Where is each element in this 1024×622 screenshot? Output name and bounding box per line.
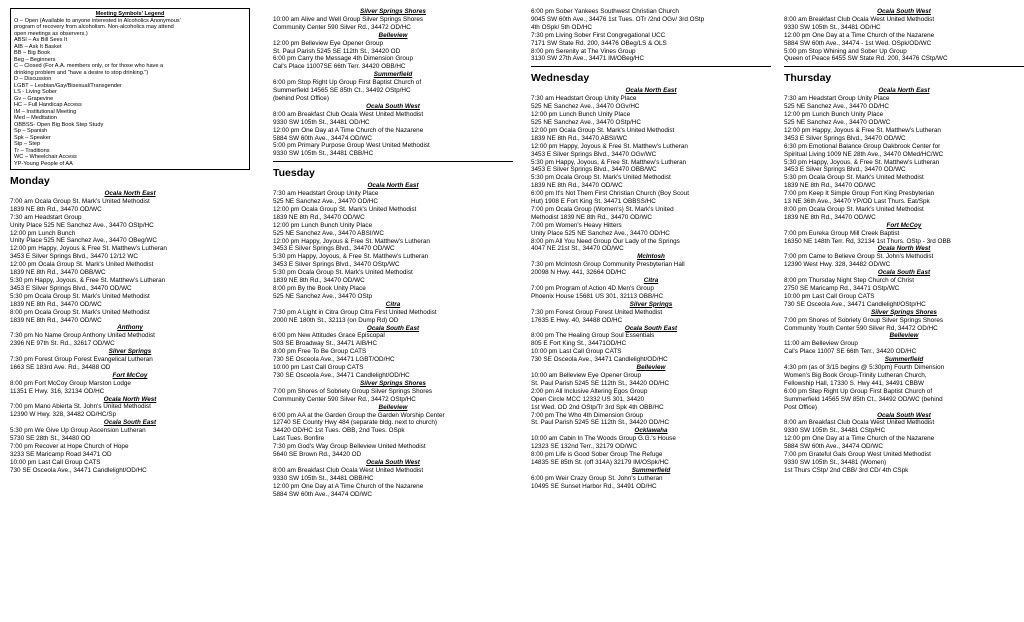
- meeting-line: 5884 SW 60th Ave., 34474 OD/WC: [784, 443, 883, 451]
- meeting-line: 6:00 pm Step Right Up Group First Baptist Church of: [784, 387, 933, 395]
- meeting-line: 730 SE Osceola Ave., 34471 LGBT/OD/HC: [273, 356, 395, 364]
- meeting-line: 11:00 am Belleview Group: [784, 340, 858, 348]
- meeting-line: 7:30 pm Forest Group Forest United Methodist: [531, 308, 663, 316]
- meeting-line: 3453 E Silver Springs Blvd., 34470 OGv/WC: [531, 150, 657, 158]
- meeting-line: 10:00 pm Last Call Group CATS: [273, 364, 364, 372]
- region-heading: Ocala South East: [877, 269, 931, 277]
- legend-item: drinking problem and "have a desire to stop drinking."): [14, 69, 149, 76]
- meeting-line: 7:00 pm Keep It Simple Group Fort King Presbyterian: [784, 190, 935, 198]
- meeting-line: 7:00 pm Ocala Group (Women's) St. Mark's United: [531, 205, 674, 213]
- meeting-line: 9330 SW 105th St., 34481 OD/HC: [273, 118, 370, 126]
- meeting-line: 10:00 pm Last Call Group CATS: [10, 458, 101, 466]
- monday-meetings-continued: [273, 8, 513, 158]
- meeting-line: 4th OSpk/ 5th OD/HC: [531, 23, 592, 31]
- meeting-line: 8:00 am Breakfast Club Ocala West United Methodist: [784, 15, 935, 23]
- meeting-line: 730 SE Osceola Ave., 34471 Candlelight/OD/HC: [273, 371, 410, 379]
- meeting-line: 1839 NE 8th Rd., 34470 OD/WC: [531, 182, 623, 190]
- meeting-line: Hut) 1908 E Fort King St. 34471 OBBSS/HC: [531, 198, 656, 206]
- meeting-line: 6:00 pm Stop Right Up Group First Baptist Church of: [273, 79, 422, 87]
- meeting-line: 6:00 pm It's Not Them First Christian Church (Boy Scout: [531, 190, 689, 198]
- meeting-line: Post Office): [784, 403, 818, 411]
- meeting-line: 1st Thurs CStp/ 2nd CBB/ 3rd CD/ 4th CSpk: [784, 466, 909, 474]
- meeting-line: 8:00 pm Free To Be Group CATS: [273, 348, 367, 356]
- meeting-line: 10:00 am Cabin In The Woods Group G.G.'s House: [531, 435, 676, 443]
- legend-item: D – Discussion: [14, 76, 52, 82]
- region-heading: Ocala South West: [877, 8, 931, 15]
- legend-item: LS - Living Sober: [14, 89, 57, 95]
- region-heading: McIntosh: [637, 253, 665, 261]
- meeting-line: 10:00 pm Last Call Group CATS: [784, 292, 875, 300]
- meeting-line: 7:30 pm No Name Group Anthony United Methodist: [10, 332, 155, 340]
- meeting-line: 12:00 pm Belleview Eye Opener Group: [273, 39, 384, 47]
- legend-item: Spk – Speaker: [14, 134, 51, 141]
- meeting-line: 3453 E Silver Springs Blvd., 34470 OBB/WC: [531, 166, 657, 174]
- meeting-line: 12:00 pm Ocala Group St. Mark's United Methodist: [273, 205, 417, 213]
- legend-item: C – Closed (For A.A. members only, or for those who have a: [14, 63, 164, 69]
- meeting-line: 9330 SW 105th St., 34481 CBB/HC: [273, 150, 374, 158]
- legend-box: [10, 8, 250, 170]
- region-heading: Silver Springs Shores: [360, 8, 426, 15]
- meeting-line: 10495 SE Sunset Harbor Rd., 34491 OD/HC: [531, 482, 657, 490]
- meeting-line: 525 NE Sanchez Ave., 34470 OD/HC: [273, 198, 378, 206]
- meeting-line: Community Center 590 Silver Rd., 34472 OStp/HC: [273, 395, 416, 403]
- region-heading: Anthony: [117, 324, 143, 332]
- legend-item: WC – Wheelchair Access: [14, 154, 77, 160]
- region-heading: Ocala South West: [366, 102, 420, 110]
- region-heading: Ocala South West: [366, 458, 420, 466]
- meeting-line: 12:00 pm Happy, Joyous & Free St. Matthew's Lutheran: [784, 126, 941, 134]
- meeting-line: 7171 SW State Rd. 200, 34476 OBeg/LS & OLS: [531, 39, 667, 47]
- divider: [784, 66, 1024, 67]
- meeting-line: Summerfield 14565 SW 85th Ct., 34492 OD/WC (behind: [784, 395, 943, 403]
- meeting-line: 8:00 am Breakfast Club Ocala West United Methodist: [273, 466, 424, 474]
- meeting-line: 3453 E Silver Springs Blvd., 34470 12/12 WC: [10, 253, 139, 261]
- meeting-line: 13 NE 36th Ave., 34470 YP/OD Last Thurs. Eat/Spk: [784, 198, 930, 206]
- meeting-line: 12:00 pm Lunch Bunch Unity Place: [531, 111, 631, 119]
- region-heading: Belleview: [378, 31, 408, 39]
- legend-item: Sp – Spanish: [14, 128, 48, 134]
- region-heading: Belleview: [889, 332, 919, 340]
- meeting-line: 3453 E Silver Springs Blvd., 34470 OStp/WC: [273, 261, 400, 269]
- meeting-line: Unity Place 525 NE Sanchez Ave., 34470 OBeg/WC: [10, 237, 157, 245]
- meeting-line: 5730 SE 28th St., 34480 OD: [10, 435, 91, 443]
- meeting-line: 7:30 am Headstart Group: [10, 213, 82, 221]
- region-heading: Ocala North East: [878, 87, 930, 95]
- legend-item: BB – Big Book: [14, 50, 51, 56]
- meeting-line: 8:00 am Breakfast Club Ocala West United Methodist: [784, 419, 935, 427]
- meeting-line: 14835 SE 85th St. (off 314A) 32179 IM/OSpk/HC: [531, 458, 669, 466]
- meeting-line: 7:30 pm McIntosh Group Community Presbyterian Hall: [531, 261, 685, 269]
- legend-item: Gv – Grapevine: [14, 95, 54, 102]
- divider: [273, 161, 513, 162]
- region-heading: Belleview: [378, 403, 408, 411]
- region-heading: Ocala South West: [877, 411, 931, 419]
- wednesday-meetings-continued: [784, 8, 1024, 63]
- meeting-line: Women's Big Book Group-Trinity Lutheran Church,: [784, 371, 927, 379]
- meeting-line: St. Paul Parish 5245 SE 112th St., 34420 OD: [273, 47, 401, 55]
- legend-item: ABSI – As Bill Sees It: [14, 37, 68, 43]
- meeting-line: 730 SE Osceola Ave., 34471 Candlelight/OStp/HC: [784, 300, 926, 308]
- meeting-line: 1839 NE 8th Rd., 34470 OD/WC: [10, 205, 102, 213]
- legend-item: Stp – Step: [14, 141, 41, 147]
- meeting-line: 5640 SE Brown Rd., 34420 OD: [273, 451, 362, 459]
- meeting-line: Last Tues. Bonfire: [273, 435, 325, 443]
- legend-item: YP-Young People of AA: [14, 160, 73, 167]
- meeting-line: 7:30 pm Living Sober First Congregational UCC: [531, 31, 666, 39]
- meeting-line: 12323 SE 132nd Terr., 32179 OD/WC: [531, 443, 638, 451]
- meeting-line: 9330 SW 105th St., 34481 OD/HC: [784, 23, 881, 31]
- region-heading: Silver Springs: [629, 300, 673, 308]
- region-heading: Ocala North West: [877, 245, 931, 253]
- meeting-line: 9330 SW 105th St., 34481 (Women): [784, 458, 887, 466]
- day-heading-thursday: Thursday: [784, 72, 832, 85]
- meeting-line: 1839 NE 8th Rd., 34470 OBB/WC: [10, 269, 106, 277]
- region-heading: Ocala South East: [624, 324, 678, 332]
- meeting-line: 10:00 pm Last Call Group CATS: [531, 348, 622, 356]
- meeting-line: 16350 NE 148th Terr. Rd, 32134 1st Thurs. OStp - 3rd OBB: [784, 237, 951, 245]
- meeting-line: 7:00 pm Shores of Sobriety Group Silver Springs Shores: [784, 316, 944, 324]
- meeting-line: 1839 NE 8th Rd., 34470 OD/WC: [784, 213, 876, 221]
- meeting-line: 2396 NE 97th St. Rd., 32617 OD/WC: [10, 340, 115, 348]
- meeting-line: 1839 NE 8th Rd., 34470 OD/WC: [10, 316, 102, 324]
- meeting-line: 503 SE Broadway St., 34471 AIB/HC: [273, 340, 378, 348]
- meeting-line: 1839 NE 8th Rd., 34470 OD/WC: [784, 182, 876, 190]
- legend-item: Beg – Beginners: [14, 56, 56, 63]
- meeting-line: Cal's Place 11007SE 66th Terr. 34420 OBB/HC: [273, 63, 406, 71]
- meeting-line: 730 SE Osceola Ave., 34471 Candlelight/OD/HC: [10, 466, 147, 474]
- meeting-line: 12:00 pm Lunch Bunch Unity Place: [784, 111, 884, 119]
- meeting-line: 7:30 pm A Light in Citra Group Citra First United Methodist: [273, 308, 437, 316]
- meeting-line: Cal's Place 11007 SE 66th Terr., 34420 OD/HC: [784, 348, 917, 356]
- meeting-line: 11351 E Hwy. 316, 32134 OD/HC: [10, 387, 105, 395]
- region-heading: Silver Springs Shores: [871, 308, 937, 316]
- legend-item: OBBSS- Open Big Book Step Study: [14, 121, 104, 128]
- legend-item: O – Open (Available to anyone interested in Alcoholics Anonymous': [14, 17, 181, 24]
- region-heading: Citra: [643, 277, 659, 285]
- meeting-line: 10:00 am Alive and Well Group Silver Springs Shores: [273, 15, 424, 23]
- meeting-line: 4047 NE 21st St., 34470 OD/WC: [531, 245, 624, 253]
- legend-item: open meetings as observers.): [14, 30, 88, 37]
- meeting-line: 6:00 pm New Attitudes Grace Episcopal: [273, 332, 385, 340]
- legend-item: AIB – Ask It Basket: [14, 43, 62, 50]
- meeting-line: 3130 SW 27th Ave., 34471 IM/OBeg/HC: [531, 55, 645, 63]
- region-heading: Summerfield: [884, 356, 924, 364]
- meeting-line: 3233 SE Maricamp Road 34471 OD: [10, 450, 112, 458]
- meeting-line: 2750 SE Maricamp Rd., 34471 OStp/WC: [784, 285, 900, 292]
- region-heading: Belleview: [636, 364, 666, 372]
- thursday-meetings: [784, 87, 1024, 474]
- meeting-line: 3453 E Silver Springs Blvd., 34470 OD/WC: [273, 245, 395, 253]
- meeting-line: 1839 NE 8th Rd., 34470 OD/WC: [273, 213, 365, 221]
- tuesday-meetings-continued: [531, 8, 771, 63]
- meeting-line: 6:00 pm AA at the Garden Group the Garden Worship Center: [273, 411, 445, 419]
- meeting-line: Unity Place 525 NE Sanchez Ave., 34470 OStp/HC: [10, 221, 154, 229]
- divider: [531, 66, 771, 67]
- meeting-line: 7:00 pm Came to Believe Group St. John's Methodist: [784, 253, 934, 261]
- day-heading-tuesday: Tuesday: [273, 167, 315, 180]
- meeting-line: 525 NE Sanchez Ave., 34470 OGv/HC: [531, 103, 640, 111]
- meeting-line: Community Youth Center 590 Silver Rd, 34472 OD/HC: [784, 324, 938, 332]
- meeting-line: 5:30 pm Ocala Group St. Mark's United Methodist: [531, 174, 671, 182]
- meeting-line: 525 NE Sanchez Ave., 34470 OStp/HC: [531, 118, 641, 126]
- meeting-line: 7:00 pm Mano Abierta St. John's United Methodist: [10, 403, 151, 411]
- meeting-line: 7:00 pm Grateful Gals Group West United Methodist: [784, 451, 931, 459]
- meeting-line: 5884 SW 60th Ave., 34474 OD/WC: [273, 490, 372, 498]
- region-heading: Silver Springs: [108, 348, 152, 356]
- meeting-line: 12:00 pm One Day at a Time Church of the Nazarene: [784, 435, 935, 443]
- meeting-line: 7:00 pm Recover at Hope Church of Hope: [10, 443, 129, 450]
- meeting-line: 6:00 pm Weir Crazy Group St. John's Lutheran: [531, 474, 663, 482]
- meeting-line: 6:00 pm Carry the Message 4th Dimension Group: [273, 55, 413, 63]
- meeting-line: 7:00 pm Program of Action 4D Men's Group: [531, 285, 654, 292]
- day-heading-wednesday: Wednesday: [531, 72, 590, 85]
- legend-item: Med – Meditation: [14, 115, 57, 121]
- meeting-line: 34420 OD/HC 1st Tues. OBB, 2nd Tues. OSpk: [273, 427, 405, 435]
- legend-item: IM – Institutional Meeting: [14, 108, 77, 115]
- meeting-line: 12740 SE County Hwy 484 (separate bldg. next to church): [273, 419, 437, 427]
- meeting-line: 5:30 pm Ocala Group St. Mark's United Methodist: [784, 174, 924, 182]
- meeting-line: 12:00 pm Lunch Bunch Unity Place: [273, 221, 373, 229]
- meeting-line: 12:00 pm Happy, Joyous & Free St. Matthew's Lutheran: [273, 237, 430, 245]
- region-heading: Fort McCoy: [112, 371, 148, 379]
- region-heading: Ocala North East: [104, 190, 156, 197]
- meeting-line: 8:00 pm Serenity at The Vines Group: [531, 47, 636, 55]
- meeting-line: (behind Post Office): [273, 94, 329, 102]
- legend-item: Tr – Traditions: [14, 147, 50, 154]
- meeting-line: 6:00 pm Sober Yankees Southwest Christian Church: [531, 8, 679, 15]
- meeting-line: 5:30 pm Ocala Group St. Mark's United Methodist: [273, 269, 413, 277]
- region-heading: Ocala North East: [367, 182, 419, 190]
- meeting-line: 3453 E Silver Springs Blvd., 34470 OD/WC: [784, 134, 906, 142]
- region-heading: Silver Springs Shores: [360, 379, 426, 387]
- meeting-line: St. Paul Parish 5245 SE 112th St., 34420 OD/HC: [531, 379, 670, 387]
- region-heading: Ocala North East: [625, 87, 677, 95]
- region-heading: Ocklawaha: [634, 427, 668, 435]
- meeting-line: Queen of Peace 6455 SW State Rd. 200, 34476 CStp/WC: [784, 55, 948, 63]
- meeting-line: 1839 NE 8th Rd., 34470 OD/WC: [10, 300, 102, 308]
- region-heading: Citra: [385, 300, 401, 308]
- meeting-line: 12:00 pm One Day at A Time Church of the Nazarene: [273, 482, 424, 490]
- meeting-line: 7:30 am Headstart Group Unity Place: [784, 95, 890, 103]
- meeting-line: 20098 N Hwy. 441, 32664 OD/HC: [531, 269, 627, 277]
- meeting-line: 525 NE Sanchez Ave., 34470 OStp: [273, 292, 372, 300]
- meeting-line: 7:30 pm God's Way Group Belleview United Methodist: [273, 443, 426, 451]
- region-heading: Ocala South East: [103, 419, 157, 427]
- meeting-line: 12:00 pm One Day at a Time Church of the Nazarene: [784, 31, 935, 39]
- legend-item: LGBT – Lesbian/Gay/Bisexual/Transgender: [14, 82, 122, 89]
- meeting-line: 2000 NE 180th St., 32113 (on Dump Rd) OD: [273, 316, 399, 324]
- column-4: [784, 8, 1024, 475]
- meeting-line: Open Circle MCC 12332 US 301, 34420: [531, 395, 645, 403]
- column-2: [273, 8, 513, 498]
- meeting-line: 12:00 pm Lunch Bunch: [10, 229, 76, 237]
- meeting-line: 525 NE Sanchez Ave., 34470 OD/WC: [784, 118, 891, 126]
- column-3: [531, 8, 771, 491]
- meeting-line: 8:00 pm By the Book Unity Place: [273, 285, 366, 292]
- region-heading: Ocala South East: [366, 324, 420, 332]
- monday-meetings: [10, 190, 250, 475]
- meeting-line: 5884 SW 60th Ave., 34474 OD/WC: [273, 134, 372, 142]
- meeting-line: 3453 E Silver Springs Blvd., 34470 OD/WC: [10, 284, 132, 292]
- meeting-line: 12390 West Hwy. 328, 34482 OD/WC: [784, 261, 891, 269]
- meeting-line: 5:30 pm We Give Up Group Ascension Lutheran: [10, 427, 146, 435]
- meeting-line: 8:00 am Breakfast Club Ocala West United Methodist: [273, 110, 424, 118]
- meeting-line: 5:00 pm Primary Purpose Group West United Methodist: [273, 142, 430, 150]
- meeting-line: 8:00 pm Ocala Group St. Mark's United Methodist: [10, 308, 150, 316]
- meeting-line: 4:30 pm (as of 3/15 begins @ 5:30pm) Fourth Dimension: [784, 364, 945, 372]
- region-heading: Summerfield: [631, 466, 671, 474]
- meeting-line: 9330 SW 105th St., 34481 CStp/HC: [784, 427, 886, 435]
- meeting-line: 7:00 pm Eureka Group Mill Creek Baptist: [784, 229, 900, 237]
- day-heading-monday: Monday: [10, 175, 50, 187]
- meeting-line: 525 NE Sanchez Ave., 34470 OD/HC: [784, 103, 889, 111]
- meeting-line: 5:30 pm Happy, Joyous, & Free St. Matthew's Lutheran: [10, 276, 166, 284]
- meeting-line: 12:00 pm Happy, Joyous & Free St. Matthew's Lutheran: [531, 142, 688, 150]
- meeting-line: 1st Wed. OD 2nd OStp/Tr 3rd Spk 4th OBB/HC: [531, 403, 664, 411]
- meeting-line: 8:00 pm The Healing Group Soul Essentials: [531, 332, 655, 340]
- meeting-line: 5:30 pm Ocala Group St. Mark's United Methodist: [10, 292, 150, 300]
- meeting-line: Fellowship Hall, 17330 S. Hwy 441, 34491 CBBW: [784, 379, 924, 387]
- meeting-line: 7:00 pm Shores of Sobriety Group Silver Springs Shores: [273, 387, 433, 395]
- meeting-line: 8:00 pm Ocala Group St. Mark's United Methodist: [784, 205, 924, 213]
- meeting-line: 5884 SW 60th Ave., 34474 - 1st Wed. OSpk/OD/WC: [784, 39, 932, 47]
- meeting-line: 7:30 pm Forest Group Forest Evangelical Lutheran: [10, 356, 153, 364]
- column-1: [10, 8, 250, 475]
- meeting-line: 9045 SW 60th Ave., 34476 1st Tues. OTr /2nd OGv/ 3rd OStp: [531, 15, 705, 23]
- meeting-line: 7:00 pm Women's Heavy Hitters: [531, 221, 622, 229]
- tuesday-meetings: [273, 182, 513, 498]
- meeting-line: 7:30 am Headstart Group Unity Place: [273, 190, 379, 198]
- meeting-line: 8:00 pm Fort McCoy Group Marston Lodge: [10, 379, 131, 387]
- region-heading: Ocala North West: [103, 395, 157, 403]
- meeting-line: 525 NE Sanchez Ave., 34470 ABSI/WC: [273, 229, 384, 237]
- legend-items: [14, 18, 246, 168]
- meeting-line: 12:00 pm Ocala Group St. Mark's United Methodist: [10, 261, 154, 269]
- meeting-line: 12:00 pm One Day at A Time Church of the Nazarene: [273, 126, 424, 134]
- region-heading: Summerfield: [373, 71, 413, 79]
- meeting-line: 805 E Fort King St., 34471OD/HC: [531, 340, 627, 348]
- meeting-line: 2:00 pm All Inclusive Altering Egos Group: [531, 387, 648, 395]
- meeting-line: 12390 W Hwy. 328, 34482 OD/HC/Sp: [10, 411, 117, 419]
- meeting-line: 7:00 am Ocala Group St. Mark's United Methodist: [10, 197, 150, 205]
- meeting-line: Phoenix House 15681 US 301, 32113 OBB/HC: [531, 292, 664, 300]
- meeting-line: 1839 NE 8th Rd., 34470 OD/WC: [273, 277, 365, 285]
- meeting-line: Spiritual Living 1009 NE 28th Ave., 34470 OMed/HC/WC: [784, 150, 944, 158]
- meeting-line: 7:30 am Headstart Group Unity Place: [531, 95, 637, 103]
- meeting-line: 17635 E Hwy. 40, 34488 OD/HC: [531, 316, 623, 324]
- meeting-line: Community Center 590 Silver Rd., 34472 OD/HC: [273, 23, 411, 31]
- meeting-line: 5:30 pm Happy, Joyous, & Free St. Matthew's Lutheran: [784, 158, 940, 166]
- region-heading: Fort McCoy: [886, 221, 922, 229]
- wednesday-meetings: [531, 87, 771, 490]
- meeting-line: 730 SE Osceola Ave., 34471 Candlelight/OD/HC: [531, 356, 668, 364]
- meeting-line: 3453 E Silver Springs Blvd., 34470 OD/WC: [784, 166, 906, 174]
- meeting-line: 12:00 pm Happy, Joyous & Free St. Matthew's Lutheran: [10, 245, 167, 253]
- meeting-line: 8:00 pm All You Need Group Our Lady of the Springs: [531, 237, 680, 245]
- meeting-line: 8:00 pm Life is Good Sober Group The Refuge: [531, 451, 663, 459]
- meeting-line: 5:30 pm Happy, Joyous, & Free St. Matthew's Lutheran: [273, 253, 429, 261]
- meeting-line: Unity Place 525 NE Sanchez Ave., 34470 OD/HC: [531, 229, 670, 237]
- legend-item: HC – Full Handicap Access: [14, 102, 82, 108]
- meeting-line: Methodist 1839 NE 8th Rd., 34470 OD/WC: [531, 213, 652, 221]
- legend-title: Meeting Symbols' Legend: [95, 11, 165, 17]
- meeting-line: 7:00 pm The Who 4th Dimension Group: [531, 411, 644, 419]
- meeting-line: 1839 NE 8th Rd., 34470 ABSI/WC: [531, 134, 628, 142]
- meeting-line: 9330 SW 105th St., 34481 OBB/HC: [273, 474, 374, 482]
- meeting-line: 6:30 pm Emotional Balance Group Oakbrook Center for: [784, 142, 941, 150]
- meeting-line: 5:00 pm Stop Whining and Sober Up Group: [784, 47, 907, 55]
- meeting-line: 1663 SE 183rd Ave. Rd., 34488 OD: [10, 363, 111, 371]
- meeting-line: 8:00 pm Thursday Night Step Church of Christ: [784, 277, 914, 285]
- meeting-line: Summerfield 14565 SE 85th Ct., 34492 OStp/HC: [273, 87, 411, 95]
- meeting-line: 5:30 pm Happy, Joyous, & Free St. Matthew's Lutheran: [531, 158, 687, 166]
- meeting-line: 10:00 am Belleview Eye Opener Group: [531, 371, 642, 379]
- legend-item: program of recovery from alcoholism. Non-alcoholics may attend: [14, 24, 174, 30]
- meeting-line: 12:00 pm Ocala Group St. Mark's United Methodist: [531, 126, 675, 134]
- meeting-line: St. Paul Parish 5245 SE 112th St., 34420 OD/HC: [531, 419, 670, 427]
